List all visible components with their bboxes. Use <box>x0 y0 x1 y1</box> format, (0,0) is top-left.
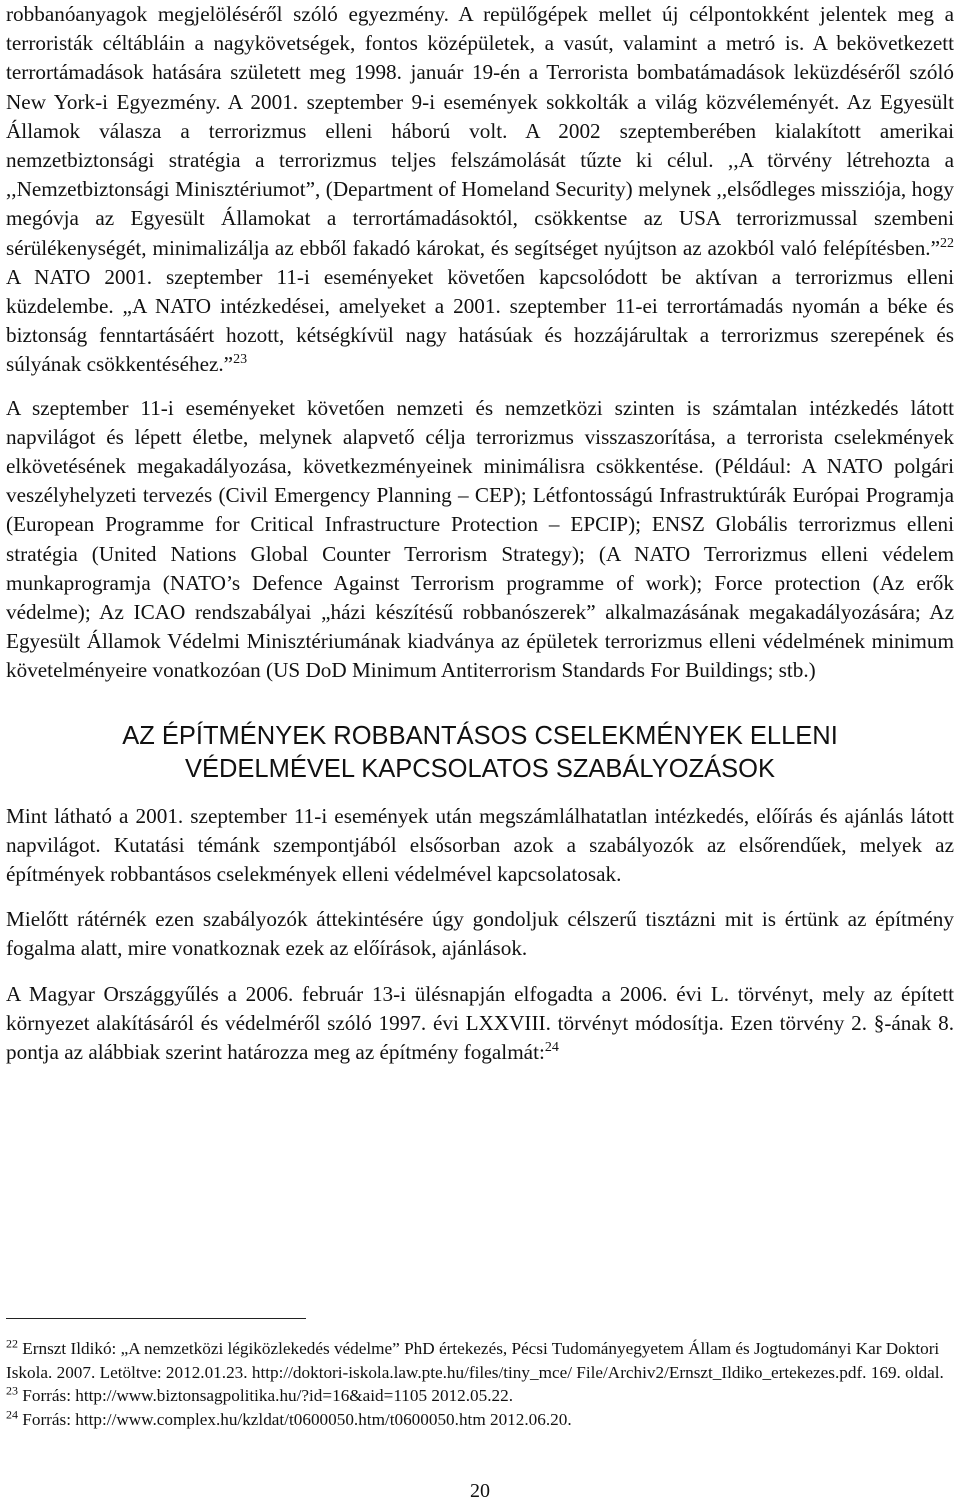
paragraph-intro-text-a: robbanóanyagok megjelöléséről szóló egyezmény. A repülőgépek mellet új célpontokként jelentek meg a terroristák céltábláin a nagykövetségek, fontos középületek, a vasút, valamint a metró is. A bekövetkezett terrortámadások hatására született meg 1998. január 19-én a Terrorista bombatámadások leküzdéséről szóló New York-i Egyezmény. A 2001. szeptember 9-i események sokkolták a világ közvéleményét. Az Egyesült Államok válasza a terrorizmus elleni háború volt. A 2002 szeptemberében kialakított amerikai nemzetbiztonsági stratégia a terrorizmus teljes felszámolását tűzte ki célul. ,,A törvény létrehozta a ,,Nemzetbiztonsági Minisztériumot”, (Department of Homeland Security) melynek ,,elsődleges missziója, hogy megóvja az Egyesült Államokat a terrortámadásoktól, csökkentse az USA terrorizmussal szembeni sérülékenységét, minimalizálja az ebből fakadó károkat, és segítséget nyújtson az azokból való felépítésben.” <box>6 2 954 260</box>
footnote-24 <box>6 1408 954 1432</box>
paragraph-intro <box>6 0 954 380</box>
paragraph-law <box>6 980 954 1068</box>
footnote-22 <box>6 1337 954 1384</box>
section-heading-line-2: VÉDELMÉVEL KAPCSOLATOS SZABÁLYOZÁSOK <box>184 754 775 783</box>
paragraph-law-text: A Magyar Országgyűlés a 2006. február 13-i ülésnapján elfogadta a 2006. évi L. törvényt, mely az épített környezet alakításáról és védelméről szóló 1997. évi LXXVIII. törvényt módosítja. Ezen törvény 2. §-ának 8. pontja az alábbiak szerint határozza meg az építmény fogalmát: <box>6 981 954 1065</box>
footnote-number: 22 <box>6 1336 18 1351</box>
footnote-number: 23 <box>6 1383 18 1398</box>
paragraph-regulations: Mint látható a 2001. szeptember 11-i események után megszámlálhatatlan intézkedés, előírás és ajánlás látott napvilágot. Kutatási témánk szempontjából elsősorban azok a szabályozók az elsőrendűek, melyek az építmények robbantásos cselekmények elleni védelmével kapcsolatosak. <box>6 803 954 887</box>
document-page <box>6 0 954 1067</box>
footnote-text: Forrás: http://www.complex.hu/kzldat/t0600050.htm/t0600050.htm 2012.06.20. <box>22 1409 572 1429</box>
page-number: 20 <box>470 1480 490 1502</box>
footnote-number: 24 <box>6 1407 18 1422</box>
footnotes-section <box>6 1318 954 1431</box>
section-heading <box>6 720 954 786</box>
footnote-ref-22[interactable]: 22 <box>940 235 954 251</box>
paragraph-definition-intro: Mielőtt rátérnék ezen szabályozók áttekintésére úgy gondoljuk célszerű tisztázni mit is értünk az építmény fogalma alatt, mire vonatkoznak ezek az előírások, ajánlások. <box>6 907 954 961</box>
footnote-text: Forrás: http://www.biztonsagpolitika.hu/?id=16&aid=1105 2012.05.22. <box>22 1386 514 1406</box>
footnote-text: Ernszt Ildikó: „A nemzetközi légiközlekedés védelme” PhD értekezés, Pécsi Tudományegyetem Állam és Jogtudományi Kar Doktori Iskola. 2007. Letöltve: 2012.01.23. http://doktori-iskola.law.pte.hu/files/tiny_mce/ File/Archiv2/Ernszt_Ildiko_ertekezes.pdf. 169. oldal. <box>6 1339 944 1382</box>
paragraph-intro-text-b: A NATO 2001. szeptember 11-i eseményeket követően kapcsolódott be aktívan a terrorizmus elleni küzdelembe. „A NATO intézkedései, amelyeket a 2001. szeptember 11-ei terrortámadás nyomán a béke és biztonság fenntartásáért hozott, kétségkívül nagy hatásúak és hozzájárultak a terrorizmus szerepének és súlyának csökkentéséhez.” <box>6 264 954 377</box>
section-heading-line-1: AZ ÉPÍTMÉNYEK ROBBANTÁSOS CSELEKMÉNYEK ELLENI <box>122 721 838 750</box>
footnote-ref-24[interactable]: 24 <box>544 1040 559 1056</box>
footnote-divider <box>6 1318 306 1319</box>
paragraph-measures: A szeptember 11-i eseményeket követően nemzeti és nemzetközi szinten is számtalan intézkedés látott napvilágot és lépett életbe, melynek alapvető célja terrorizmus visszaszorítása, a terrorista cselekmények elkövetésének megakadályozása, következményeinek minimálisra csökkentése. (Például: A NATO polgári veszélyhelyzeti tervezés (Civil Emergency Planning – CEP); Létfontosságú Infrastruktúrák Európai Programja (European Programme for Critical Infrastructure Protection – EPCIP); ENSZ Globális terrorizmus elleni stratégia (United Nations Global Counter Terrorism Strategy); (A NATO Terrorizmus elleni védelem munkaprogramja (NATO’s Defence Against Terrorism programme of work); Force protection (Az erők védelme); Az ICAO rendszabályai „házi készítésű robbanószerek” alkalmazásának megakadályozására; Az Egyesült Államok Védelmi Minisztériumának kiadványa az épületek terrorizmus elleni védelmének minimum követelményeire vonatkozóan (US DoD Minimum Antiterrorism Standards For Buildings; stb.) <box>6 395 954 683</box>
footnote-23 <box>6 1384 954 1408</box>
footnote-ref-23[interactable]: 23 <box>233 352 248 368</box>
